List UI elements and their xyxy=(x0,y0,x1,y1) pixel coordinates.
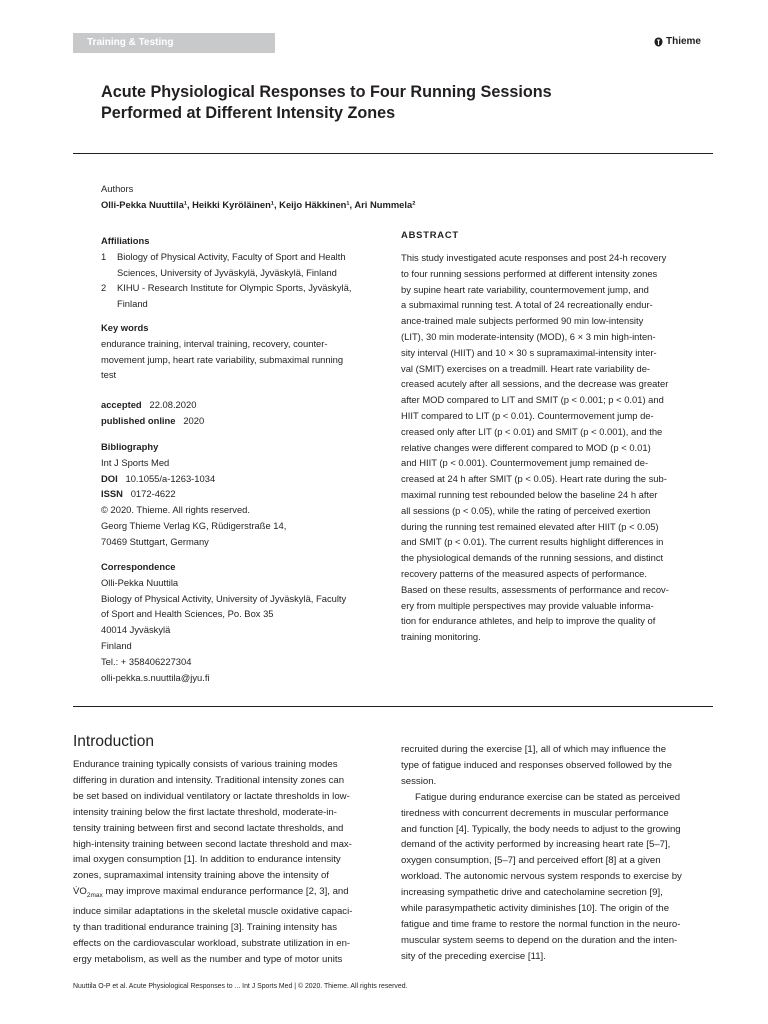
paragraph xyxy=(401,790,713,965)
text-line: (LIT), 30 min moderate-intensity (MOD), 6 × 3 min high-inten- xyxy=(401,330,656,342)
text-line: val (SMIT) exercises on a treadmill. Heart rate variability de- xyxy=(401,362,651,374)
authors-block xyxy=(101,181,415,213)
authors-label: Authors xyxy=(101,183,134,194)
text-line: maximal running test rebounded below the baseline 24 h after xyxy=(401,488,658,500)
publisher-brand xyxy=(654,36,701,47)
text-line: workload. The autonomic nervous system responds to exercise by xyxy=(401,871,682,883)
email-link[interactable]: olli-pekka.s.nuuttila@jyu.fi xyxy=(101,671,210,683)
text-line: demand of the activity performed by increasing heart rate [5–7], xyxy=(401,839,671,851)
text-line: ery from multiple perspectives may provide valuable informa- xyxy=(401,599,654,611)
text-line: a submaximal running test. A total of 24 recreationally endur- xyxy=(401,299,653,311)
issn-value: 0172-4622 xyxy=(130,488,176,500)
text-line: tiredness with concurrent decrements in muscular performance xyxy=(401,807,669,819)
text-line: by supine heart rate variability, countermovement jump, and xyxy=(401,283,649,295)
introduction-heading: Introduction xyxy=(73,733,154,750)
text-line: oxygen consumption, [5–7] and perceived effort [8] at a given xyxy=(401,855,661,867)
text-line: HIIT compared to LIT (p < 0.01). Countermovement jump de- xyxy=(401,409,654,421)
text-line: Based on these results, assessments of performance and recov- xyxy=(401,583,669,595)
text-line: creased at 24 h after SMIT (p < 0.05). Heart rate during the sub- xyxy=(401,473,667,485)
page-footer: Nuuttila O-P et al. Acute Physiological Responses to ... Int J Sports Med | © 2020. Thieme. All rights reserved. xyxy=(73,983,408,990)
introduction-right-column xyxy=(401,742,713,965)
author-names: Olli-Pekka Nuuttila¹, Heikki Kyröläinen¹, Keijo Häkkinen¹, Ari Nummela² xyxy=(101,198,416,210)
accepted-date: 22.08.2020 xyxy=(149,399,197,410)
text-line: and HIIT (p < 0.001). Countermovement jump remained de- xyxy=(401,457,649,469)
title-divider xyxy=(73,153,713,154)
text-line: recovery patterns of the measured aspects of performance. xyxy=(401,567,647,579)
journal-name: Int J Sports Med xyxy=(101,456,170,468)
text-line: training monitoring. xyxy=(401,631,481,643)
correspondence-block: Correspondence Olli-Pekka Nuuttila Biology of Physical Activity, University of Jyväskylä, Faculty of Sport and Health Sciences, Po. Box 35 40014 Jyväskylä Finland Tel.: + 358406227304 olli-pekka.s.nuuttila@jyu.fi xyxy=(101,559,391,685)
text-line: ty than traditional endurance training [3]. Training intensity has xyxy=(73,921,337,933)
abstract-heading: ABSTRACT xyxy=(401,229,459,240)
text-line: all sessions (p < 0.05), while the rating of perceived exertion xyxy=(401,504,651,516)
affiliations-label: Affiliations xyxy=(101,235,150,246)
text-line: type of fatigue induced and responses observed followed by the xyxy=(401,759,672,771)
text-line: tensity training between first and second lactate thresholds, and xyxy=(73,822,344,834)
text-line: increasing sympathetic drive and catecholamine secretion [9], xyxy=(401,887,663,899)
text-line: tion for endurance athletes, and help to improve the quality of xyxy=(401,615,656,627)
abstract-body xyxy=(401,250,713,645)
affiliation-item: 2 KIHU - Research Institute for Olympic Sports, Jyväskylä, Finland xyxy=(101,282,352,310)
text-line: differing in duration and intensity. Traditional intensity zones can xyxy=(73,774,345,786)
accepted-label: accepted xyxy=(101,399,142,410)
article-title xyxy=(101,82,661,124)
keywords-label: Key words xyxy=(101,322,149,333)
text-line: effects on the cardiovascular workload, substrate utilization in en- xyxy=(73,937,351,949)
affiliations-block xyxy=(101,233,391,312)
text-line: relative changes were different compared to MOD (p < 0.01) xyxy=(401,441,651,453)
text-line: $V̇O_{2max}$ may improve maximal endurance performance [2, 3], and xyxy=(73,886,349,900)
thieme-logo-icon xyxy=(654,37,663,47)
text-line: high-intensity training between second lactate threshold and max- xyxy=(73,838,352,850)
text-line: This study investigated acute responses and post 24-h recovery xyxy=(401,252,667,263)
text-line: the physiological demands of the running sessions, and distinct xyxy=(401,552,664,564)
text-line: intensity training below the first lactate threshold, moderate-in- xyxy=(73,806,337,818)
text-line: sity interval (HIIT) and 10 × 30 s supramaximal-intensity inter- xyxy=(401,346,657,358)
doi-link[interactable]: 10.1055/a-1263-1034 xyxy=(125,472,216,484)
affiliation-item: 1 Biology of Physical Activity, Faculty of Sport and Health Sciences, University of Jyväskylä, Jyväskylä, Finland xyxy=(101,250,346,278)
text-line: during the running test remained elevated after HIIT (p < 0.05) xyxy=(401,520,659,532)
text-line: be set based on individual ventilatory or lactate thresholds in low- xyxy=(73,790,350,802)
text-line: after MOD compared to LIT and SMIT (p < 0.001; p < 0.01) and xyxy=(401,394,664,406)
title-line-2: Performed at Different Intensity Zones xyxy=(101,104,396,122)
dates-block xyxy=(101,397,204,429)
text-line: ance-trained male subjects performed 90 min low-intensity xyxy=(401,315,644,327)
text-line: and SMIT (p < 0.01). The current results highlight differences in xyxy=(401,536,664,548)
published-date: 2020 xyxy=(183,414,205,426)
text-line: imal oxygen consumption [1]. In addition to endurance intensity xyxy=(73,854,341,866)
title-line-1: Acute Physiological Responses to Four Running Sessions xyxy=(101,83,552,101)
copyright: © 2020. Thieme. All rights reserved. xyxy=(101,504,250,516)
text-line: session. xyxy=(401,775,437,787)
correspondence-label: Correspondence xyxy=(101,561,176,572)
text-line: to four running sessions performed at different intensity zones xyxy=(401,267,658,279)
text-line: sity of the preceding exercise [11]. xyxy=(401,950,546,962)
text-line: fatigue and time frame to restore the normal function in the neuro- xyxy=(401,918,681,930)
text-line: zones, supramaximal intensity training above the intensity of xyxy=(73,870,329,882)
text-line: muscular system seems to depend on the duration and the inten- xyxy=(401,934,678,946)
brand-name: Thieme xyxy=(665,36,701,47)
text-line: and function [4]. Typically, the body needs to adjust to the growing xyxy=(401,823,681,835)
introduction-left-column xyxy=(73,757,385,968)
keywords-block: Key words endurance training, interval training, recovery, counter- movement jump, heart rate variability, submaximal running test xyxy=(101,320,391,383)
published-label: published online xyxy=(101,414,176,426)
text-line: Fatigue during endurance exercise can be stated as perceived xyxy=(415,791,681,803)
text-line: ergy metabolism, as well as the number and type of motor units xyxy=(73,953,343,965)
bibliography-label: Bibliography xyxy=(101,441,159,452)
text-line: Endurance training typically consists of various training modes xyxy=(73,759,338,770)
text-line: creased acutely after all sessions, and the decrease was greater xyxy=(401,378,669,390)
abstract-divider xyxy=(73,706,713,707)
section-tag: Training & Testing xyxy=(73,33,275,53)
bibliography-block: Bibliography Int J Sports Med DOI 10.1055/a-1263-1034 ISSN 0172-4622 © 2020. Thieme. All rights reserved. Georg Thieme Verlag KG, Rüdigerstraße 14, 70469 Stuttgart, Germany xyxy=(101,439,391,550)
text-line: creased only after LIT (p < 0.01) and SMIT (p < 0.001), and the xyxy=(401,425,663,437)
paragraph xyxy=(401,742,713,790)
text-line: while parasympathetic activity diminishes [10]. The origin of the xyxy=(401,903,670,915)
text-line: recruited during the exercise [1], all of which may influence the xyxy=(401,744,667,755)
text-line: induce similar adaptations in the skeletal muscle oxidative capaci- xyxy=(73,906,353,918)
